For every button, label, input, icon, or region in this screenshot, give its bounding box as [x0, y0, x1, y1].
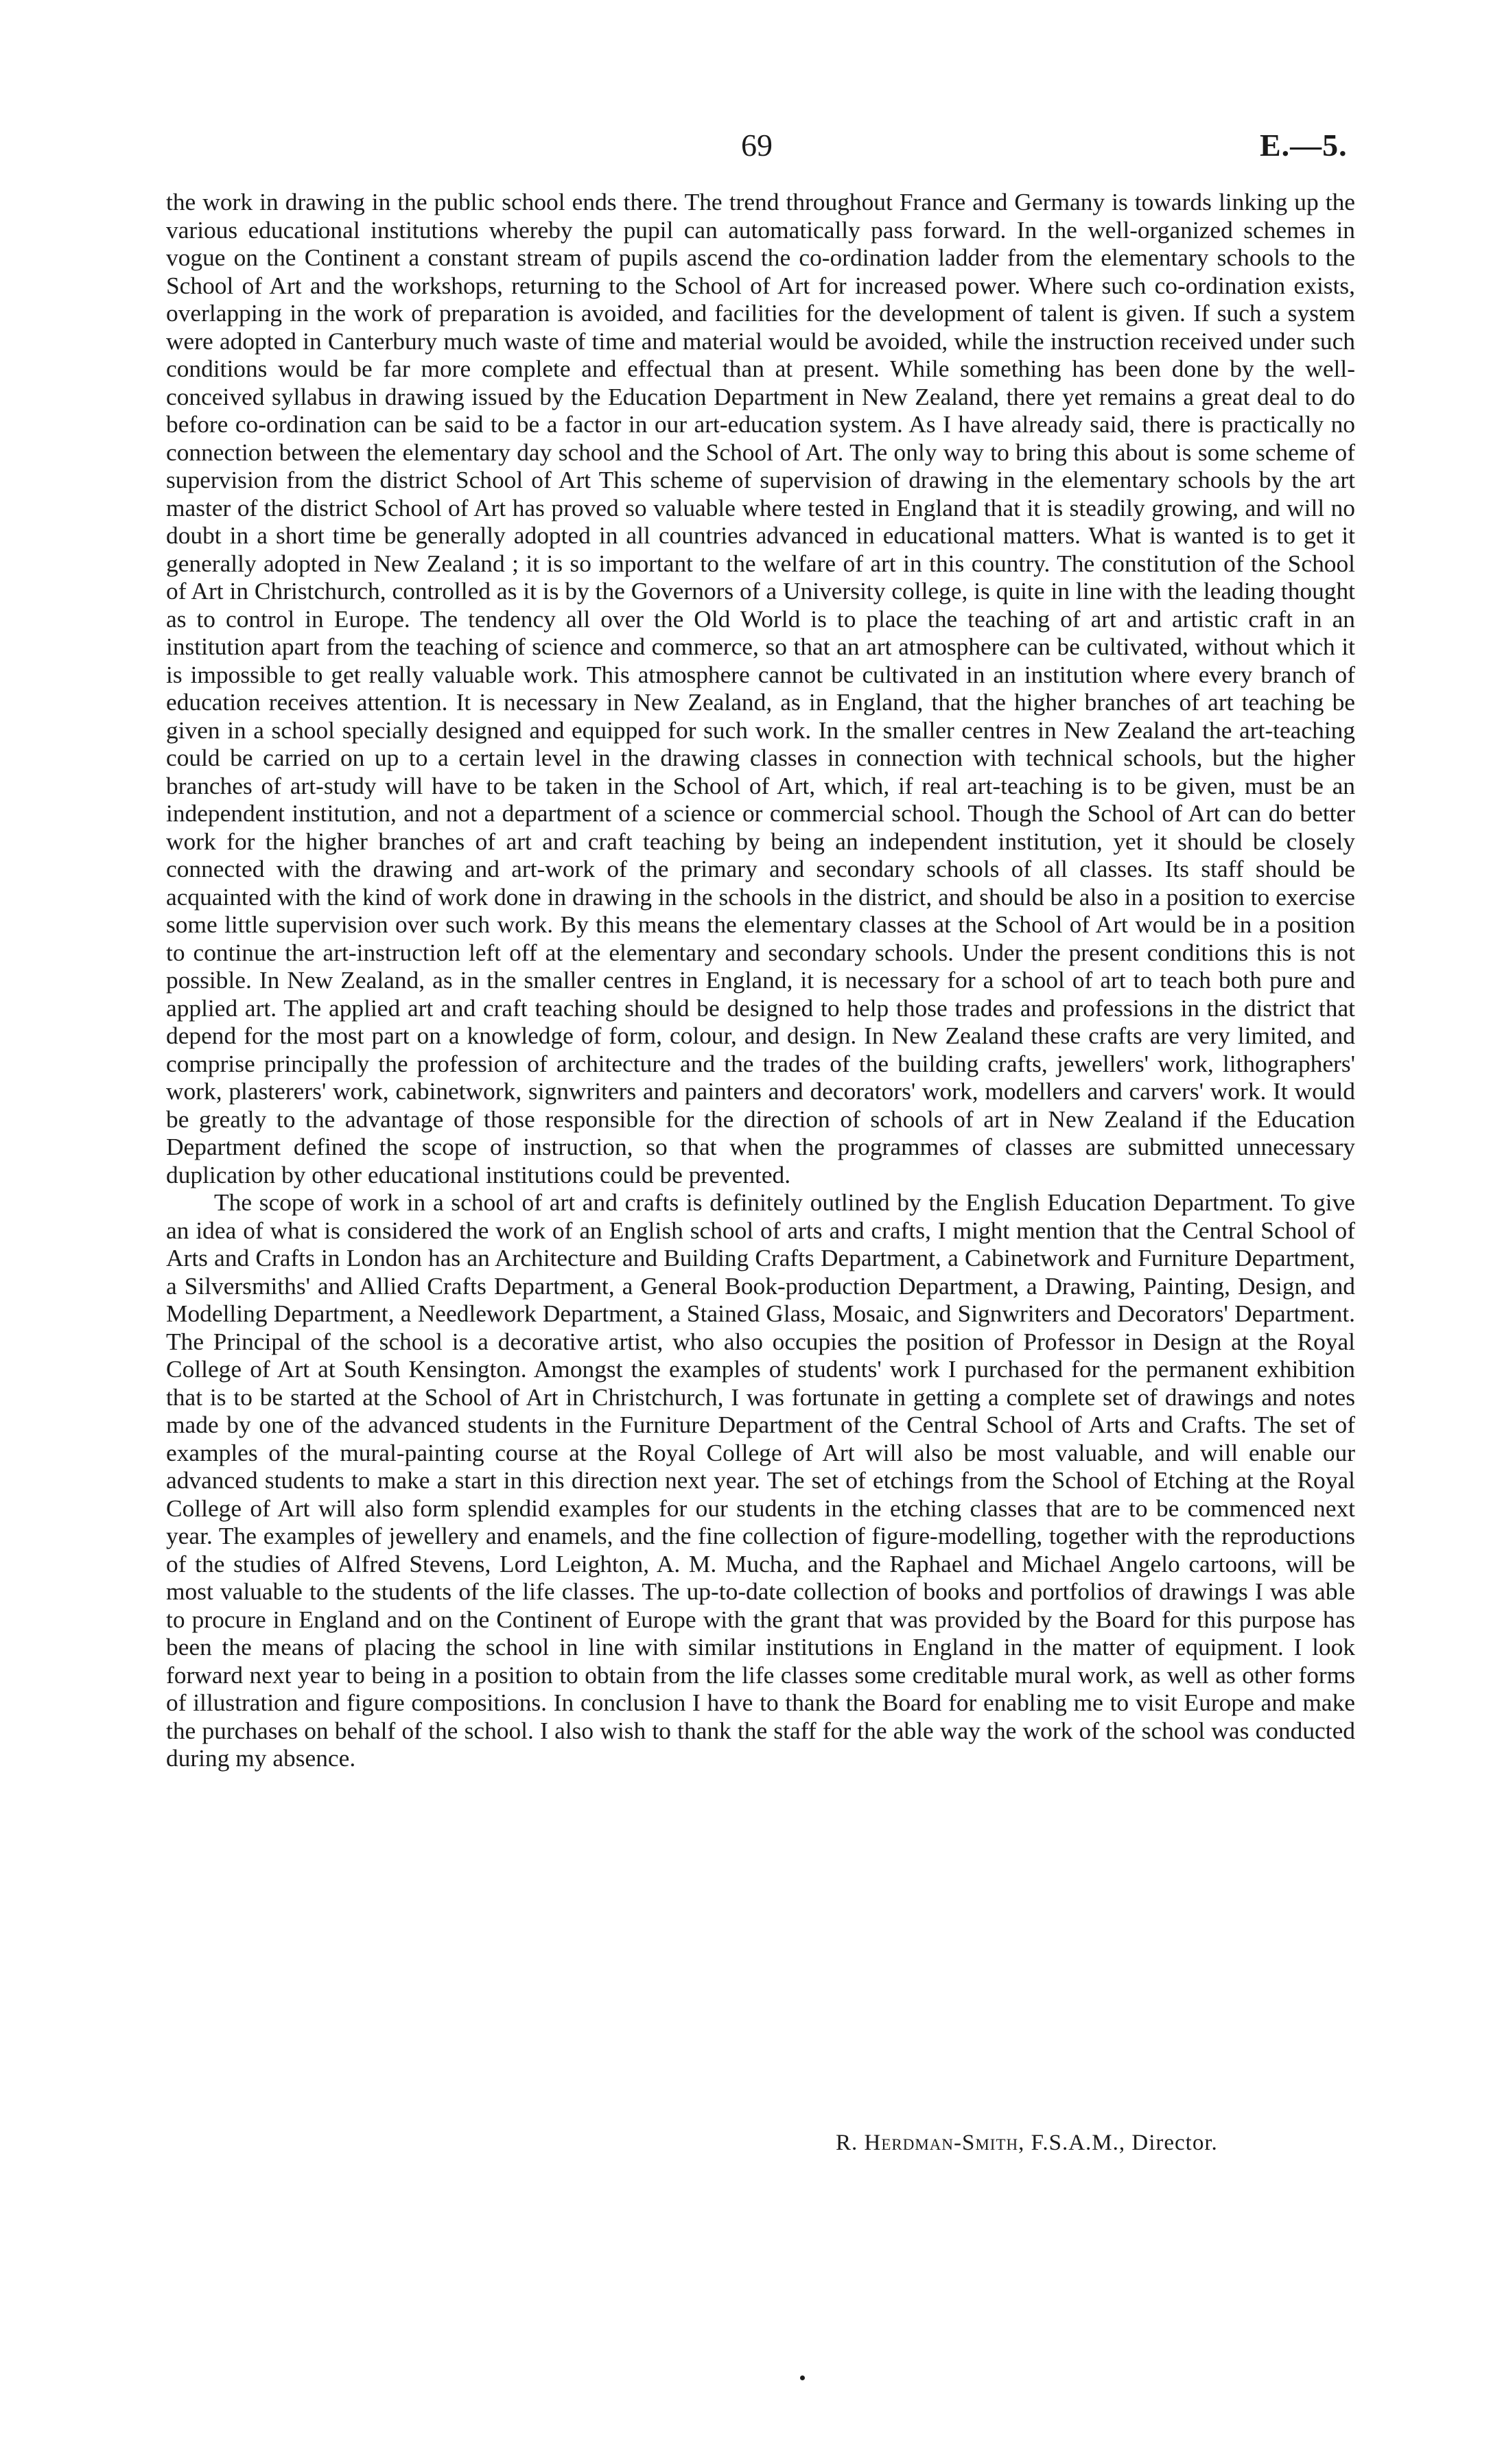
signatory-title: , F.S.A.M., Director. [1018, 2131, 1218, 2155]
page-header [0, 125, 1491, 173]
paragraph: The scope of work in a school of art and crafts is definitely outlined by the English Education Department. To give an idea of what is considered the work of an English school of arts and crafts, I might mention that the Central School of Arts and Crafts in London has an Architecture and Building Crafts Department, a Cabinetwork and Furniture Department, a Silversmiths' and Allied Crafts Department, a General Book-production Department, a Drawing, Painting, Design, and Modelling Department, a Needlework Department, a Stained Glass, Mosaic, and Signwriters and Decorators' Department. The Principal of the school is a decorative artist, who also occupies the position of Professor in Design at the Royal College of Art at South Kensington. Amongst the examples of students' work I purchased for the permanent exhibition that is to be started at the School of Art in Christchurch, I was fortunate in getting a complete set of drawings and notes made by one of the advanced students in the Furniture Department of the Central School of Arts and Crafts. The set of examples of the mural-painting course at the Royal College of Art will also be most valuable, and will enable our advanced students to make a start in this direction next year. The set of etchings from the School of Etching at the Royal College of Art will also form splendid examples for our students in the etching classes that are to be commenced next year. The examples of jewellery and enamels, and the fine collection of figure-modelling, together with the reproductions of the studies of Alfred Stevens, Lord Leighton, A. M. Mucha, and the Raphael and Michael Angelo cartoons, will be most valuable to the students of the life classes. The up-to-date collection of books and portfolios of drawings I was able to procure in England and on the Continent of Europe with the grant that was provided by the Board for this purpose has been the means of placing the school in line with similar institutions in England in the matter of equipment. I look forward next year to being in a position to obtain from the life classes some creditable mural work, as well as other forms of illustration and figure compositions. In conclusion I have to thank the Board for enabling me to visit Europe and make the purchases on behalf of the school. I also wish to thank the staff for the able way the work of the school was conducted during my absence. [166, 1188, 1355, 1772]
document-reference: E.—5. [1260, 128, 1348, 163]
paragraph: the work in drawing in the public school ends there. The trend throughout France and Germany is towards linking up the various educational institutions whereby the pupil can automatically pass forward. In the well-organized schemes in vogue on the Continent a constant stream of pupils ascend the co-ordination ladder from the elementary schools to the School of Art and the workshops, returning to the School of Art for increased power. Where such co-ordination exists, overlapping in the work of preparation is avoided, and facilities for the development of talent is given. If such a system were adopted in Canterbury much waste of time and material would be avoided, while the instruction received under such conditions would be far more complete and effectual than at present. While something has been done by the well-conceived syllabus in drawing issued by the Education Department in New Zealand, there yet remains a great deal to do before co-ordination can be said to be a factor in our art-education system. As I have already said, there is practically no connection between the elementary day school and the School of Art. The only way to bring this about is some scheme of supervision from the district School of Art This scheme of supervision of drawing in the elementary schools by the art master of the district School of Art has proved so valuable where tested in England that it is steadily growing, and will no doubt in a short time be generally adopted in all countries advanced in educational matters. What is wanted is to get it generally adopted in New Zealand ; it is so important to the welfare of art in this country. The constitution of the School of Art in Christchurch, controlled as it is by the Governors of a University college, is quite in line with the leading thought as to control in Europe. The tendency all over the Old World is to place the teaching of art and artistic craft in an institution apart from the teaching of science and commerce, so that an art atmosphere can be cultivated, without which it is impossible to get really valuable work. This atmosphere cannot be cultivated in an institution where every branch of education receives attention. It is necessary in New Zealand, as in England, that the higher branches of art teaching be given in a school specially designed and equipped for such work. In the smaller centres in New Zealand the art-teaching could be carried on up to a certain level in the drawing classes in connection with technical schools, but the higher branches of art-study will have to be taken in the School of Art, which, if real art-teaching is to be given, must be an independent institution, and not a department of a science or commercial school. Though the School of Art can do better work for the higher branches of art and craft teaching by being an independent institution, yet it should be closely connected with the drawing and art-work of the primary and secondary schools of all classes. Its staff should be acquainted with the kind of work done in drawing in the schools in the district, and should be also in a position to exercise some little supervision over such work. By this means the elementary classes at the School of Art would be in a position to continue the art-instruction left off at the elementary and secondary schools. Under the present conditions this is not possible. In New Zealand, as in the smaller centres in England, it is necessary for a school of art to teach both pure and applied art. The applied art and craft teaching should be designed to help those trades and professions in the district that depend for the most part on a knowledge of form, colour, and design. In New Zealand these crafts are very limited, and comprise principally the profession of architecture and the trades of the building crafts, jewellers' work, lithographers' work, plasterers' work, cabinetwork, signwriters and painters and decorators' work, modellers and carvers' work. It would be greatly to the advantage of those responsible for the direction of schools of art in New Zealand if the Education Department defined the scope of instruction, so that when the programmes of classes are submitted unnecessary duplication by other educational institutions could be prevented. [166, 188, 1355, 1188]
page-number: 69 [741, 128, 773, 163]
signatory-name: R. Herdman-Smith [836, 2131, 1019, 2155]
report-body [166, 188, 1355, 1772]
signature [836, 2129, 1218, 2157]
footer-dot [800, 2375, 805, 2380]
